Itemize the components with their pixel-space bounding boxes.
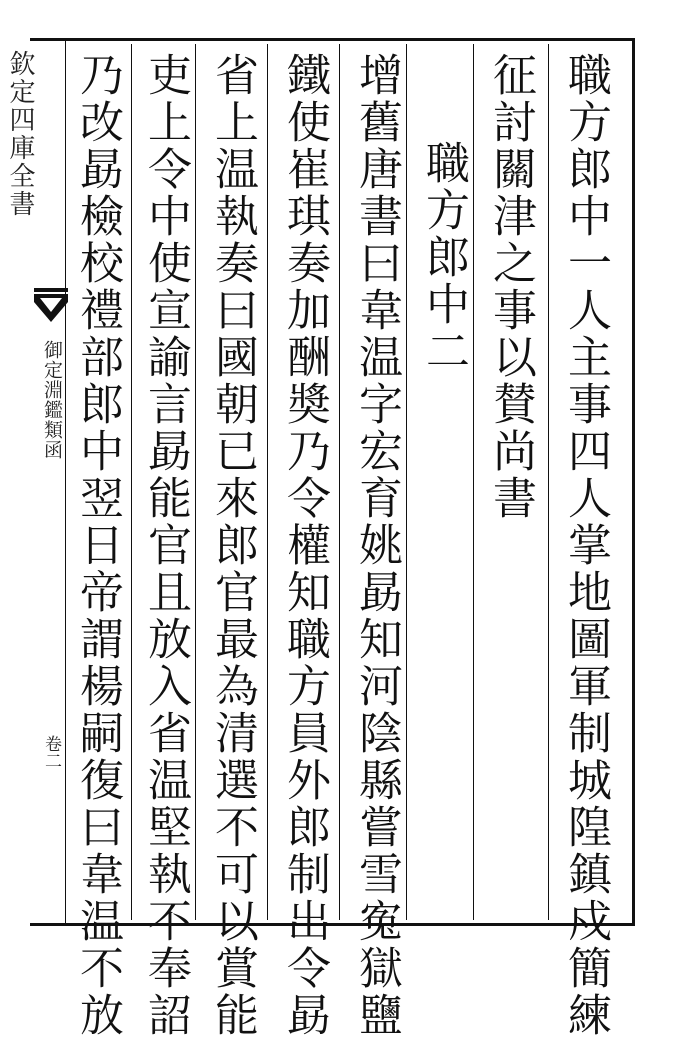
text-column: 吏上令中使宣諭言勗能官且放入省温堅執不奉詔 bbox=[140, 52, 191, 1039]
margin-page-number: 卷二 bbox=[41, 735, 61, 769]
text-column: 增舊唐書曰韋温字宏育姚勗知河陰縣嘗雪寃獄鹽 bbox=[351, 52, 402, 1039]
column-rule bbox=[406, 44, 407, 920]
text-column: 鐵使崔琪奏加酬奬乃令權知職方員外郎制出令勗 bbox=[279, 52, 330, 1039]
margin-title: 欽定四庫全書 bbox=[5, 50, 35, 218]
column-rule bbox=[195, 44, 196, 920]
column-rule bbox=[131, 44, 132, 920]
text-column: 乃改勗檢校禮部郎中翌日帝謂楊嗣復曰韋温不放 bbox=[72, 52, 123, 1039]
margin-strip bbox=[30, 38, 66, 926]
margin-book-title: 御定淵鑑類函 bbox=[41, 340, 63, 460]
column-rule bbox=[267, 44, 268, 920]
text-column: 省上温執奏曰國朝已來郎官最為清選不可以賞能 bbox=[207, 52, 258, 1039]
column-rule bbox=[548, 44, 549, 920]
fishtail-mark bbox=[34, 288, 68, 328]
column-rule bbox=[473, 44, 474, 920]
text-column: 征討關津之事以賛尚書 bbox=[485, 52, 536, 522]
column-rule bbox=[339, 44, 340, 920]
text-column: 職方郎中一人主事四人掌地圖軍制城隍鎮戍簡練 bbox=[560, 52, 611, 1039]
section-heading: 職方郎中二 bbox=[418, 140, 469, 375]
